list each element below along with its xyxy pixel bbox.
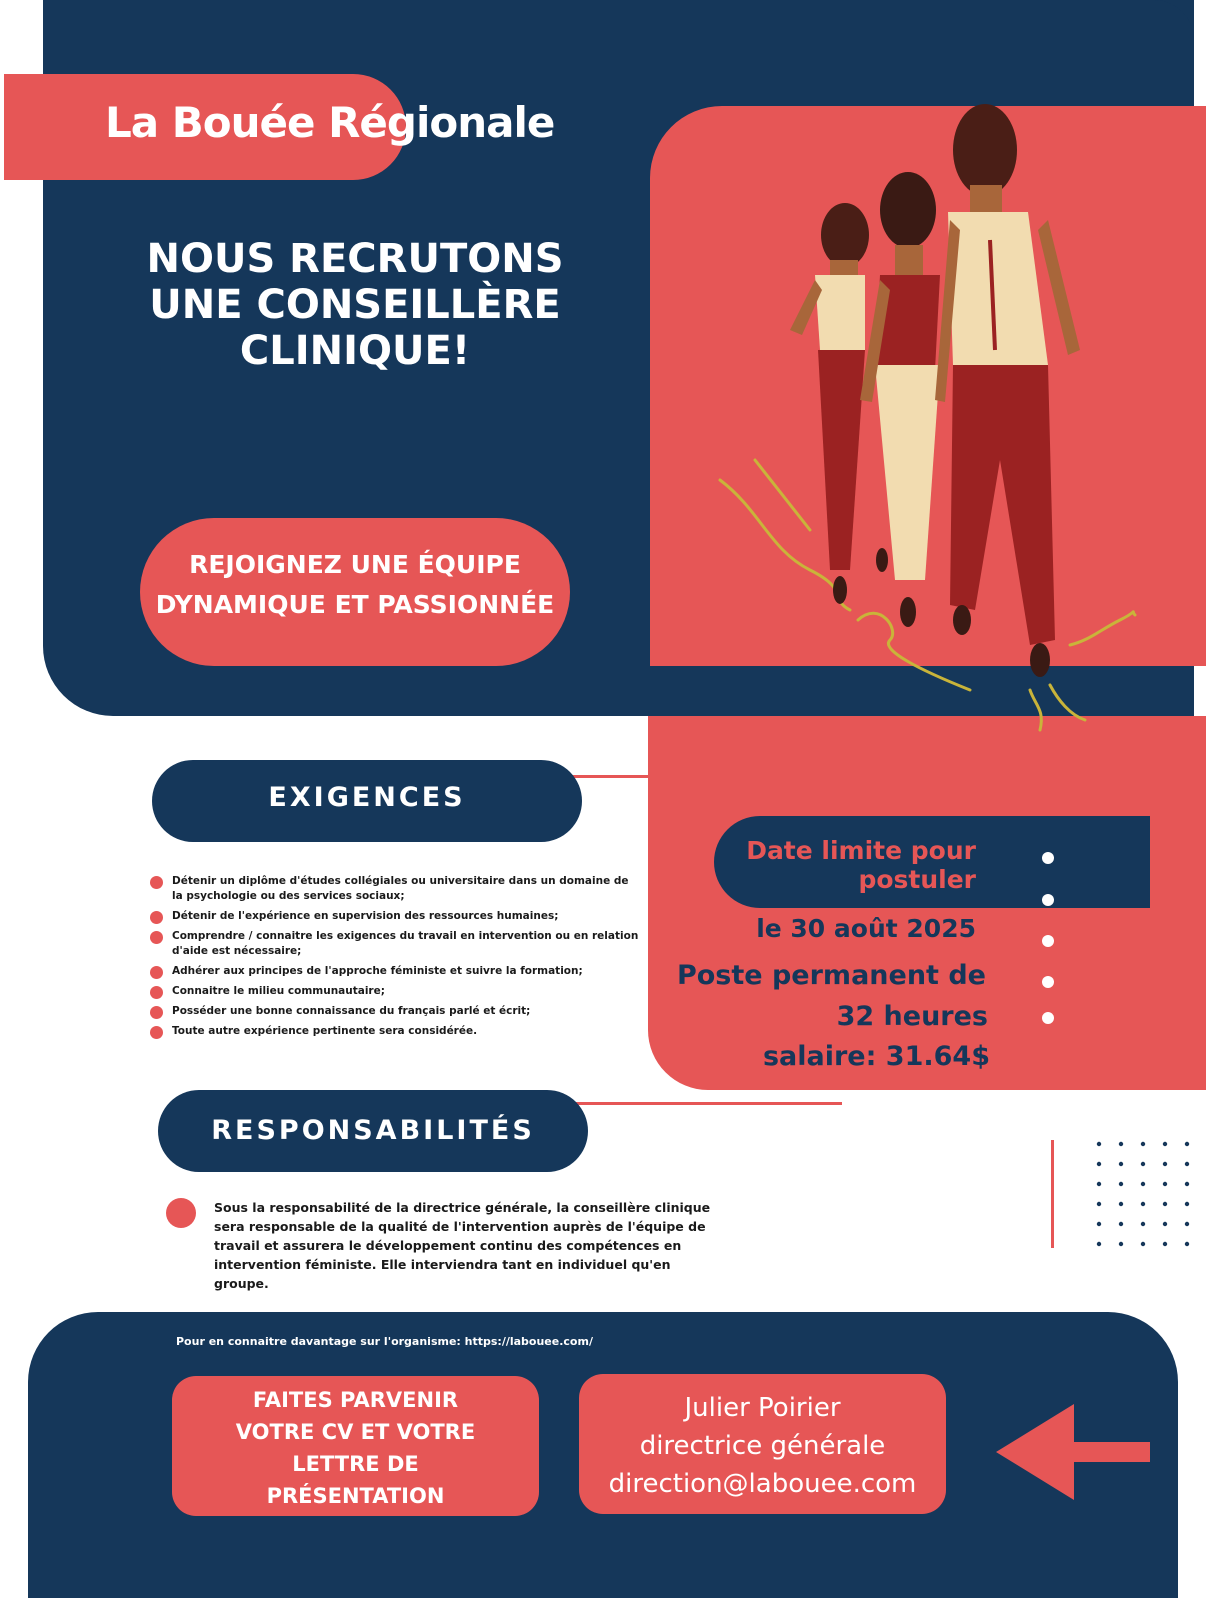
contact-email[interactable]: direction@labouee.com [608, 1469, 917, 1499]
list-item-text: Adhérer aux principes de l'approche féministe et suivre la formation; [172, 965, 583, 977]
cv-line-3: LETTRE DE [292, 1452, 419, 1476]
bullet-dot [166, 1198, 196, 1228]
contact-role: directrice générale [639, 1431, 886, 1461]
bullet-dot [1042, 976, 1054, 988]
list-item [150, 909, 640, 924]
list-item [150, 929, 640, 959]
squiggle [755, 460, 810, 530]
bullet-dot [150, 876, 163, 889]
headline-line-2: UNE CONSEILLÈRE [149, 282, 561, 328]
join-line-2: DYNAMIQUE ET PASSIONNÉE [155, 590, 555, 619]
woman-left [790, 203, 869, 604]
requirements-title: EXIGENCES [268, 782, 466, 813]
list-item [150, 1004, 640, 1019]
deadline-label-1: Date limite pour [746, 836, 976, 865]
bullet-dot [1042, 935, 1054, 947]
responsibilities-title: RESPONSABILITÉS [211, 1115, 535, 1146]
bullet-dot [1042, 1012, 1054, 1024]
salary: salaire: 31.64$ [762, 1041, 990, 1072]
bullet-dot [1042, 852, 1054, 864]
join-text [140, 545, 570, 625]
list-item-text: Posséder une bonne connaissance du français parlé et écrit; [172, 1005, 531, 1017]
list-item-text: Détenir un diplôme d'études collégiales ou universitaire dans un domaine de la psychologie ou des services sociaux; [172, 875, 629, 902]
list-item-text: Détenir de l'expérience en supervision des ressources humaines; [172, 910, 559, 922]
top-panel-corner [1080, 0, 1194, 80]
cv-text [172, 1384, 539, 1512]
bullet-dot [150, 966, 163, 979]
bullet-dot [1042, 894, 1054, 906]
deadline-date: le 30 août 2025 [756, 914, 976, 943]
more-info-text: Pour en connaitre davantage sur l'organisme: https://labouee.com/ [176, 1335, 593, 1348]
cv-line-2: VOTRE CV ET VOTRE [235, 1420, 476, 1444]
squiggle [1030, 690, 1041, 730]
join-line-1: REJOIGNEZ UNE ÉQUIPE [189, 550, 521, 579]
list-item-text: Connaitre le milieu communautaire; [172, 985, 385, 997]
list-item [150, 984, 640, 999]
requirements-list [150, 874, 640, 1044]
list-item-text: Comprendre / connaitre les exigences du travail en intervention ou en relation d'aide est nécessaire; [172, 930, 639, 957]
bullet-dot [150, 911, 163, 924]
dot-grid-decoration [1094, 1136, 1194, 1256]
woman-right [935, 104, 1080, 677]
bullet-dot [150, 931, 163, 944]
decorative-bar [1051, 1140, 1054, 1248]
contact-name: Julier Poirier [684, 1393, 841, 1423]
bullet-dot [150, 986, 163, 999]
squiggle [858, 613, 970, 690]
bullet-dot [150, 1026, 163, 1039]
list-item [150, 874, 640, 904]
post-line-1: Poste permanent de [676, 960, 986, 991]
squiggle [1050, 685, 1085, 720]
org-name: La Bouée Régionale [105, 98, 555, 147]
contact-text [579, 1389, 946, 1503]
list-item [150, 964, 640, 979]
post-line-2: 32 heures [836, 1001, 988, 1032]
women-illustration [650, 100, 1206, 750]
headline-line-1: NOUS RECRUTONS [146, 236, 564, 282]
bullet-dot [150, 1006, 163, 1019]
woman-middle [860, 172, 940, 627]
cv-line-4: PRÉSENTATION [266, 1484, 445, 1508]
left-arrow-icon [996, 1404, 1150, 1500]
list-item-text: Toute autre expérience pertinente sera considérée. [172, 1025, 478, 1037]
headline-line-3: CLINIQUE! [239, 328, 471, 374]
responsibilities-text: Sous la responsabilité de la directrice générale, la conseillère clinique sera responsable de la qualité de l'intervention auprès de l'équipe de travail et assurera le développement continu des compétences en intervention féministe. Elle interviendra tant en individuel qu'en groupe. [214, 1200, 711, 1291]
squiggle [1070, 612, 1135, 645]
list-item [150, 1024, 640, 1039]
cv-line-1: FAITES PARVENIR [252, 1388, 459, 1412]
headline [90, 236, 620, 374]
deadline-label-2: postuler [858, 865, 976, 894]
